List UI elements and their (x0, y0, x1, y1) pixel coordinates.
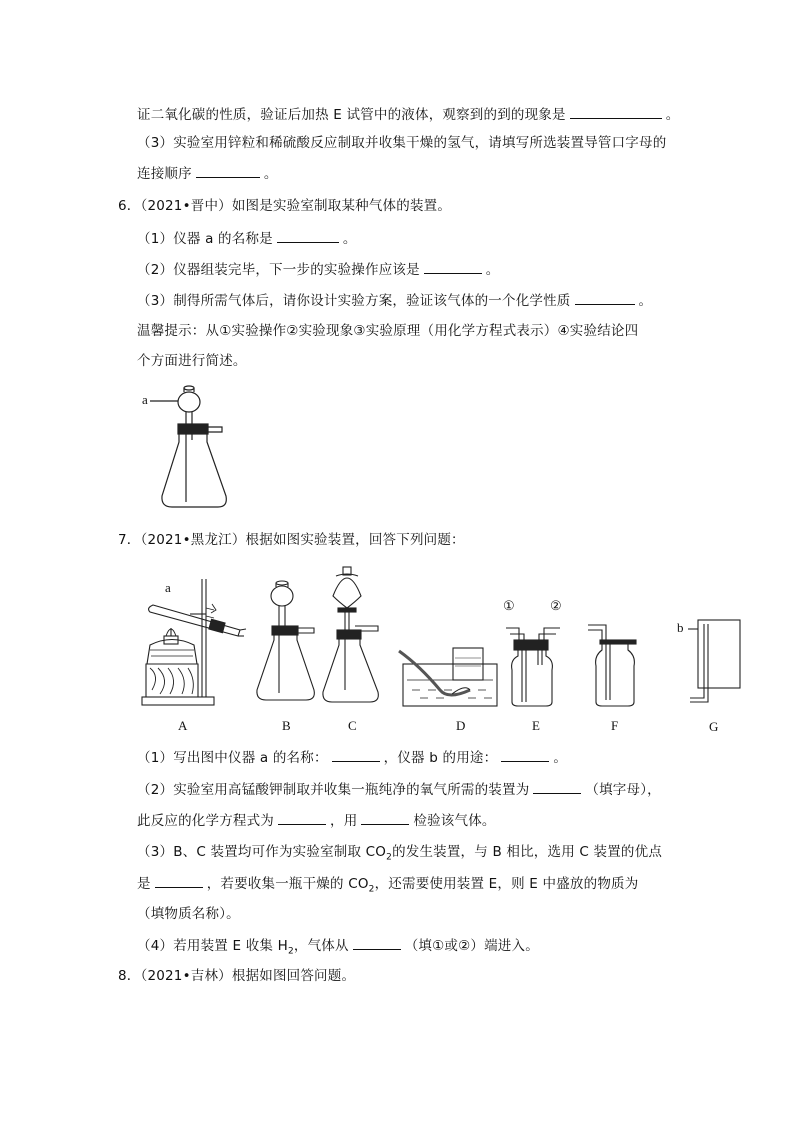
q7-part3-text-f: （填物质名称）。 (137, 906, 240, 922)
q7-part3-line2 (137, 873, 638, 900)
apparatus-d (399, 648, 497, 706)
q6-part3-end: 。 (638, 293, 653, 309)
q5-line3-end: 。 (263, 166, 278, 182)
q7-part2-text-e: 检验该气体。 (413, 813, 496, 829)
q7-label-a: a (165, 580, 171, 595)
apparatus-b (257, 581, 314, 700)
q8-title (118, 966, 355, 986)
q7-part1-text: （1）写出图中仪器 a 的名称： (137, 750, 328, 766)
q7-part2-text-c: 此反应的化学方程式为 (137, 813, 274, 829)
apparatus-c (323, 567, 378, 702)
q7-part2-text-b: （填字母）， (585, 782, 661, 798)
q7-part1-end: 。 (553, 750, 568, 766)
q6-label-a: a (142, 392, 148, 407)
q7-label-E: E (532, 718, 540, 733)
apparatus-f (588, 625, 636, 706)
q7-part4-text-b: ，气体从 (293, 938, 349, 954)
q7-port-1: ① (503, 598, 515, 613)
q7-part3-text-e: ，还需要使用装置 E，则 E 中盛放的物质为 (374, 876, 639, 892)
q7-label-F: F (611, 718, 619, 733)
q7-label-C: C (348, 718, 357, 733)
answer-blank[interactable] (353, 935, 401, 950)
answer-blank[interactable] (278, 810, 326, 825)
q7-part4-text: （4）若用装置 E 收集 H (137, 938, 288, 954)
q7-label-D: D (456, 718, 466, 733)
q6-part3-text: （3）制得所需气体后，请你设计实验方案，验证该气体的一个化学性质 (137, 293, 571, 309)
q6-hint-text-2: 个方面进行简述。 (137, 353, 247, 369)
q7-part3 (137, 842, 662, 868)
q6-hint-text: 温馨提示：从①实验操作②实验现象③实验原理（用化学方程式表示）④实验结论四 (137, 323, 639, 339)
q7-part1-text-b: ，仪器 b 的用途： (383, 750, 498, 766)
answer-blank[interactable] (332, 747, 380, 762)
q7-part2-line2 (137, 810, 496, 831)
q7-part3-line3 (137, 904, 240, 924)
q7-part2-text: （2）实验室用高锰酸钾制取并收集一瓶纯净的氧气所需的装置为 (137, 782, 530, 798)
q7-label-B: B (282, 718, 291, 733)
q7-part3-text-b: 的发生装置，与 B 相比，选用 C 装置的优点 (392, 844, 663, 860)
q6-title-text: 6．（2021•晋中）如图是实验室制取某种气体的装置。 (118, 198, 452, 214)
q7-label-b: b (677, 620, 684, 635)
q5-line1-text: 证二氧化碳的性质，验证后加热 E 试管中的液体，观察到的到的现象是 (137, 107, 566, 123)
q5-line1-end: 。 (665, 107, 680, 123)
answer-blank[interactable] (533, 779, 581, 794)
apparatus-g (688, 620, 740, 702)
subscript-2: 2 (368, 884, 375, 895)
q8-title-text: 8．（2021•吉林）根据如图回答问题。 (118, 968, 356, 984)
q7-part2-text-d: ，用 (330, 813, 358, 829)
answer-blank[interactable] (501, 747, 549, 762)
q7-part1 (137, 747, 567, 768)
apparatus-a (142, 579, 246, 705)
q6-part2-end: 。 (485, 262, 500, 278)
q7-label-G: G (709, 719, 719, 734)
q7-part3-text-d: ，若要收集一瓶干燥的 CO (206, 876, 369, 892)
answer-blank[interactable] (361, 810, 409, 825)
q7-part4-text-c: （填①或②）端进入。 (404, 938, 539, 954)
q7-part3-text: （3）B、C 装置均可作为实验室制取 CO (137, 844, 387, 860)
q5-line3-text: 连接顺序 (137, 166, 192, 182)
q7-label-A: A (178, 718, 188, 733)
q7-part2 (137, 779, 661, 800)
q5-part3-text: （3）实验室用锌粒和稀硫酸反应制取并收集干燥的氢气，请填写所选装置导管口字母的 (137, 135, 667, 151)
q7-title-text: 7．（2021•黑龙江）根据如图实验装置，回答下列问题： (118, 532, 465, 548)
answer-blank[interactable] (155, 873, 203, 888)
subscript-2: 2 (386, 852, 393, 863)
q6-part1-text: （1）仪器 a 的名称是 (137, 231, 273, 247)
q7-port-2: ② (550, 598, 562, 613)
subscript-2: 2 (287, 946, 294, 957)
q6-part1-end: 。 (342, 231, 357, 247)
q6-part2-text: （2）仪器组装完毕，下一步的实验操作应该是 (137, 262, 420, 278)
q7-part4 (137, 935, 539, 962)
apparatus-e (506, 628, 560, 706)
q7-part3-text-c: 是 (137, 876, 151, 892)
